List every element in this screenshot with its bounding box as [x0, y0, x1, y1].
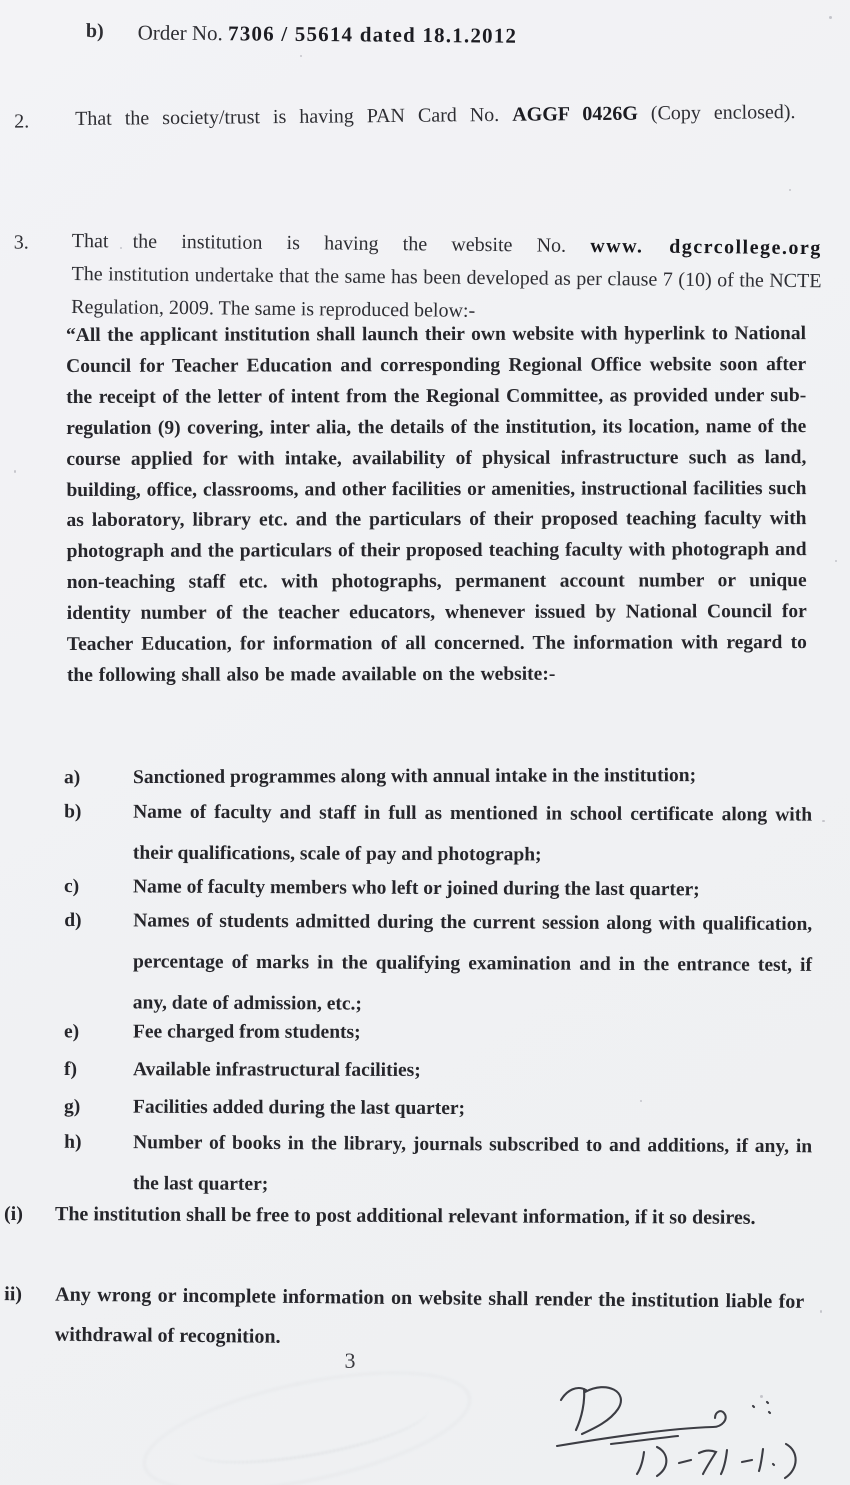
item-2-text-before: That the society/trust is having PAN Card No. — [75, 103, 513, 130]
numbered-item-3 — [13, 225, 822, 331]
list-item-b-text: Name of faculty and staff in full as mentioned in school certificate along with their qualifications, scale of pay and photograph; — [132, 801, 813, 866]
list-item-a-text: Sanctioned programmes along with annual intake in the institution; — [132, 765, 697, 789]
order-line-text — [138, 20, 518, 48]
note-ii-label: ii) — [4, 1283, 23, 1306]
note-ii-text: Any wrong or incomplete information on website shall render the institution liable for withdrawal of recognition. — [54, 1283, 805, 1348]
list-item-c-text: Name of faculty members who left or joined during the last quarter; — [132, 876, 700, 901]
item-2-number: 2. — [14, 110, 30, 133]
list-item-f — [64, 1049, 812, 1092]
list-item-f-label: f) — [63, 1059, 78, 1081]
item-3-text-before: That the institution is having the website No. — [71, 229, 591, 257]
note-i-label: (i) — [3, 1202, 23, 1226]
list-item-d-text: Names of students admitted during the current session along with qualification, percentage of marks in the qualifying examination and in the entrance test, if any, date of admission, etc.; — [132, 910, 813, 1015]
list-item-e-label: e) — [63, 1021, 80, 1043]
list-item-c-label: c) — [63, 876, 80, 898]
list-item-d-label: d) — [64, 910, 82, 932]
item-2-text-after: (Copy enclosed). — [637, 101, 796, 125]
website-url: www. dgcrcollege.org — [590, 234, 822, 260]
list-item-e — [64, 1011, 812, 1053]
list-item-b — [64, 791, 812, 876]
list-item-h-label: h) — [64, 1131, 82, 1153]
note-i — [4, 1194, 804, 1238]
scan-noise-dot — [300, 55, 302, 57]
scan-noise-dot — [14, 470, 16, 473]
scan-noise-dot — [789, 189, 791, 191]
scan-noise-dot — [120, 247, 122, 249]
order-line-label: b) — [85, 20, 104, 43]
list-item-f-text: Available infrastructural facilities; — [132, 1059, 421, 1081]
scan-noise-dot — [822, 820, 825, 822]
pan-card-number: AGGF 0426G — [512, 102, 638, 126]
list-item-h-text: Number of books in the library, journals subscribed to and additions, if any, in the last quarter; — [132, 1132, 813, 1195]
order-line — [86, 20, 517, 49]
list-item-a-label: a) — [63, 767, 81, 789]
note-i-text: The institution shall be free to post additional relevant information, if it so desires. — [54, 1203, 756, 1229]
scan-noise-dot — [829, 16, 832, 19]
list-item-g-text: Facilities added during the last quarter; — [132, 1096, 466, 1120]
list-item-g-label: g) — [63, 1096, 81, 1118]
scan-noise-dot — [760, 1395, 763, 1398]
scan-noise-dot — [640, 1100, 642, 1102]
numbered-item-2 — [14, 96, 810, 136]
item-3-number: 3. — [13, 231, 29, 254]
order-number-value: 7306 / 55614 dated 18.1.2012 — [227, 21, 518, 48]
list-item-e-text: Fee charged from students; — [132, 1021, 361, 1043]
signature-date-scrawl — [637, 1444, 796, 1478]
list-item-d — [64, 900, 813, 1027]
regulation-quote-paragraph: “All the applicant institution shall launch their own website with hyperlink to National Council for Teacher Education and corresponding Regional Office website soon after the receipt of the letter of intent from the Regional Committee, as provided under sub-regulation (9) covering, inter alia, the details of the institution, its location, name of the course applied for with intake, availability of physical infrastructure such as land, building, office, classrooms, and other facilities or amenities, instructional facilities such as laboratory, library etc. and the particulars of their proposed teaching faculty with photograph and the particulars of their proposed teaching faculty with photograph and non-teaching staff etc. with photographs, permanent account number or unique identity number of the teacher educators, whenever issued by National Council for Teacher Education, for information of all concerned. The information with regard to the following shall also be made available on the website:- — [66, 323, 807, 686]
scan-noise-dot — [820, 1310, 822, 1313]
scan-noise-dot — [835, 560, 837, 562]
item-3-text-after: The institution undertake that the same has been developed as per clause 7 (10) of the NCTE Regulation, 2009. The same is reproduced below:- — [71, 262, 822, 322]
note-ii — [4, 1274, 805, 1362]
signature — [545, 1372, 825, 1484]
list-item-b-label: b) — [64, 801, 82, 823]
signature-strokes — [545, 1372, 825, 1484]
page-number: 3 — [344, 1348, 356, 1373]
order-prefix: Order No. — [137, 20, 223, 46]
